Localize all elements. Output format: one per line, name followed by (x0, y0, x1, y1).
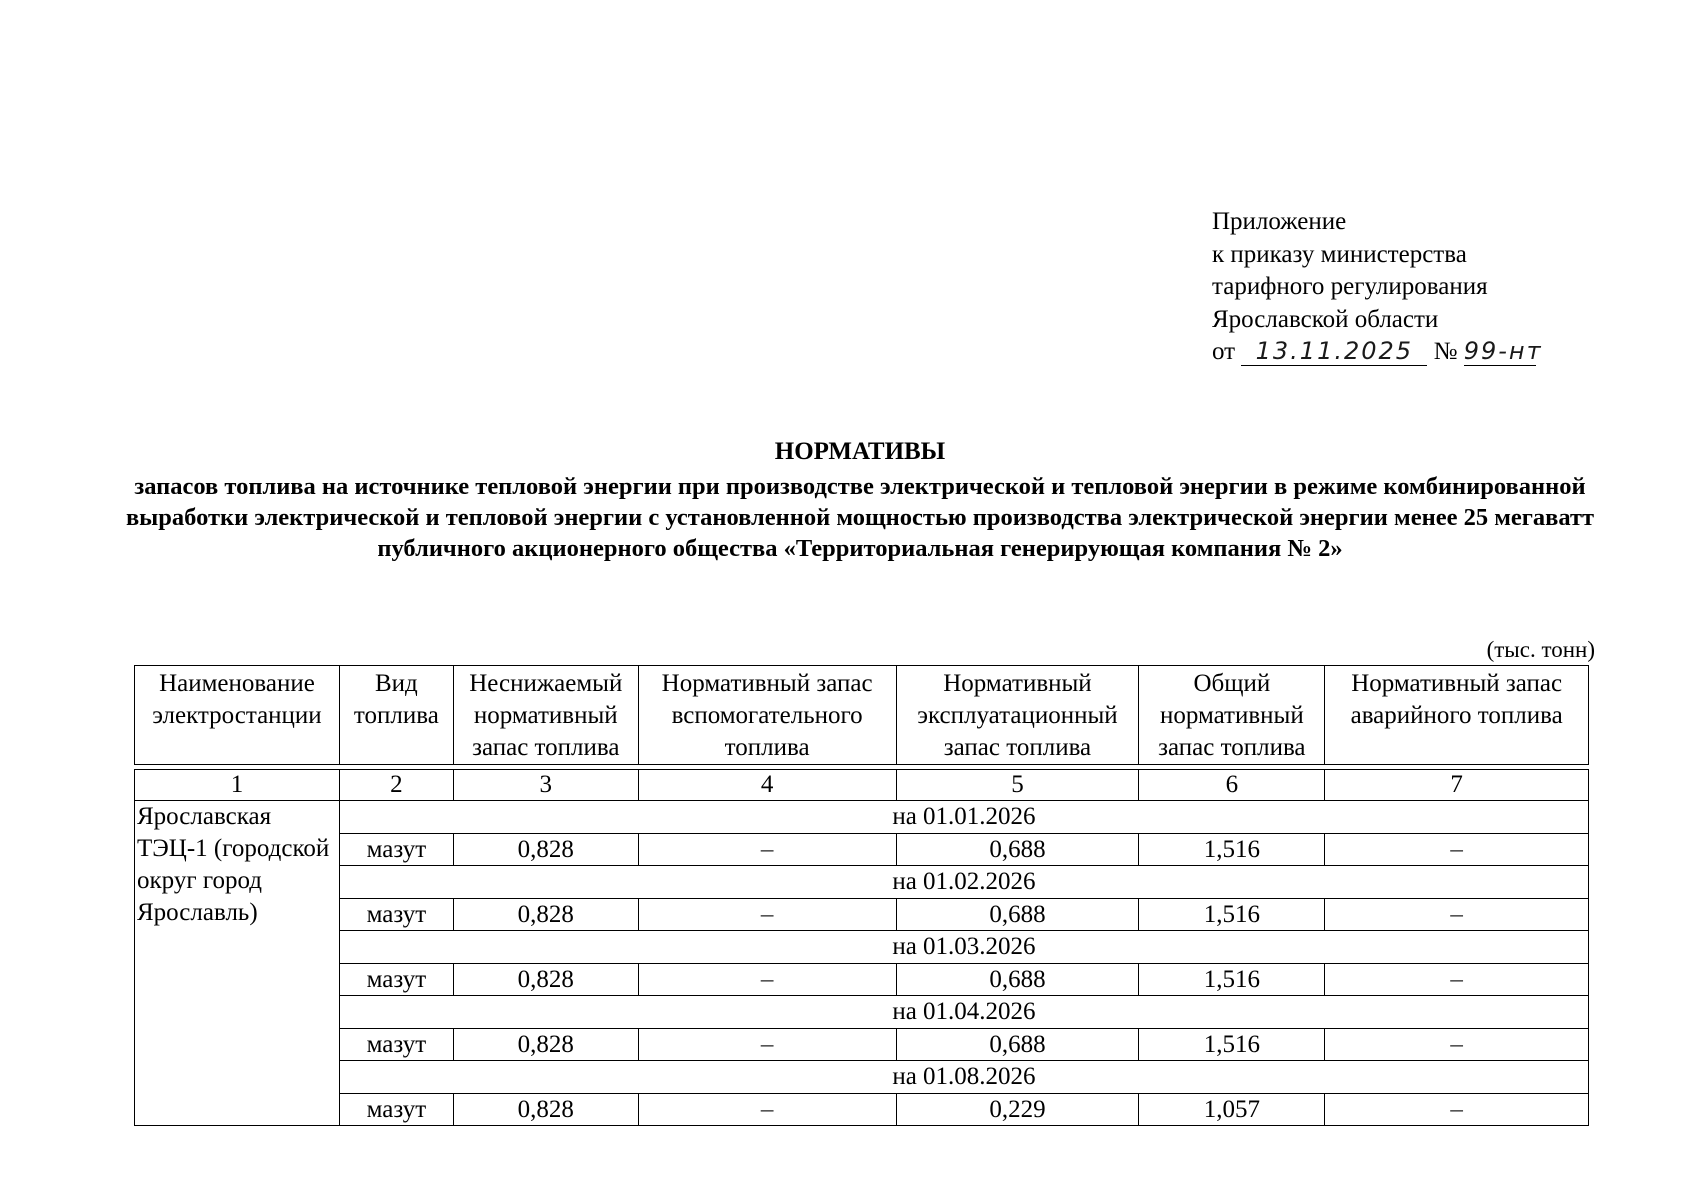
aux-reserve: – (638, 1029, 896, 1061)
operational-reserve: 0,688 (896, 1029, 1139, 1061)
table-row (135, 834, 1589, 866)
total-reserve: 1,516 (1139, 834, 1325, 866)
period-date: на 01.04.2026 (339, 996, 1588, 1029)
aux-reserve: – (638, 899, 896, 931)
period-date-row (135, 931, 1589, 964)
period-date: на 01.08.2026 (339, 1061, 1588, 1094)
fuel-type: мазут (339, 964, 453, 996)
handwritten-order-number: 99-нт (1463, 337, 1543, 365)
fuel-norms-table (134, 665, 1589, 1126)
column-number: 6 (1139, 770, 1325, 801)
emergency-reserve: – (1325, 899, 1589, 931)
header-cell: Неснижаемый нормативный запас топлива (453, 666, 638, 765)
column-number: 7 (1325, 770, 1589, 801)
title-heading: НОРМАТИВЫ (774, 438, 946, 465)
column-number: 4 (638, 770, 896, 801)
header-cell: Вид топлива (339, 666, 453, 765)
aux-reserve: – (638, 1094, 896, 1126)
emergency-reserve: – (1325, 834, 1589, 866)
operational-reserve: 0,229 (896, 1094, 1139, 1126)
aux-reserve: – (638, 834, 896, 866)
appendix-line-4: Ярославской области (1212, 305, 1439, 333)
period-date-row (135, 801, 1589, 834)
period-date: на 01.02.2026 (339, 866, 1588, 899)
units-label: (тыс. тонн) (1486, 637, 1595, 662)
header-cell: Нормативный эксплуатационный запас топлива (896, 666, 1139, 765)
table-row (135, 964, 1589, 996)
title-subtitle: запасов топлива на источнике тепловой энергии при производстве электрической и тепловой энергии в режиме комбинированной выработки электрической и тепловой энергии с установленной мощностью производства электрической энергии менее 25 мегаватт публичного акционерного общества «Территориальная генерирующая компания № 2» (125, 473, 1595, 562)
period-date-row (135, 996, 1589, 1029)
operational-reserve: 0,688 (896, 834, 1139, 866)
appendix-line-3: тарифного регулирования (1212, 273, 1488, 300)
column-number: 3 (453, 770, 638, 801)
min-reserve: 0,828 (453, 834, 638, 866)
total-reserve: 1,516 (1139, 964, 1325, 996)
fuel-type: мазут (339, 834, 453, 866)
header-cell: Нормативный запас аварийного топлива (1325, 666, 1589, 765)
appendix-block (1212, 206, 1543, 369)
period-date-row (135, 1061, 1589, 1094)
from-label: от (1212, 338, 1236, 365)
appendix-line-1: Приложение (1212, 208, 1347, 235)
number-label: № (1433, 338, 1458, 365)
station-name: Ярославская ТЭЦ-1 (городской округ город Ярославль) (135, 801, 340, 1126)
column-number: 5 (896, 770, 1139, 801)
table-header-row (135, 666, 1589, 765)
column-number: 2 (339, 770, 453, 801)
total-reserve: 1,516 (1139, 1029, 1325, 1061)
column-number: 1 (135, 770, 340, 801)
table-row (135, 899, 1589, 931)
header-cell: Общий нормативный запас топлива (1139, 666, 1325, 765)
document-title (125, 436, 1595, 564)
handwritten-order-date: 13.11.2025 (1241, 337, 1427, 366)
header-cell: Наименование электростанции (135, 666, 340, 765)
table-row (135, 1029, 1589, 1061)
period-date: на 01.01.2026 (339, 801, 1588, 834)
emergency-reserve: – (1325, 1029, 1589, 1061)
min-reserve: 0,828 (453, 899, 638, 931)
column-number-row (135, 770, 1589, 801)
order-date-number-row (1212, 336, 1543, 369)
emergency-reserve: – (1325, 964, 1589, 996)
fuel-type: мазут (339, 899, 453, 931)
table-row (135, 1094, 1589, 1126)
min-reserve: 0,828 (453, 1029, 638, 1061)
emergency-reserve: – (1325, 1094, 1589, 1126)
operational-reserve: 0,688 (896, 964, 1139, 996)
min-reserve: 0,828 (453, 964, 638, 996)
period-date: на 01.03.2026 (339, 931, 1588, 964)
operational-reserve: 0,688 (896, 899, 1139, 931)
appendix-line-2: к приказу министерства (1212, 240, 1467, 268)
total-reserve: 1,516 (1139, 899, 1325, 931)
total-reserve: 1,057 (1139, 1094, 1325, 1126)
fuel-type: мазут (339, 1029, 453, 1061)
period-date-row (135, 866, 1589, 899)
fuel-type: мазут (339, 1094, 453, 1126)
min-reserve: 0,828 (453, 1094, 638, 1126)
header-cell: Нормативный запас вспомогательного топлива (638, 666, 896, 765)
aux-reserve: – (638, 964, 896, 996)
